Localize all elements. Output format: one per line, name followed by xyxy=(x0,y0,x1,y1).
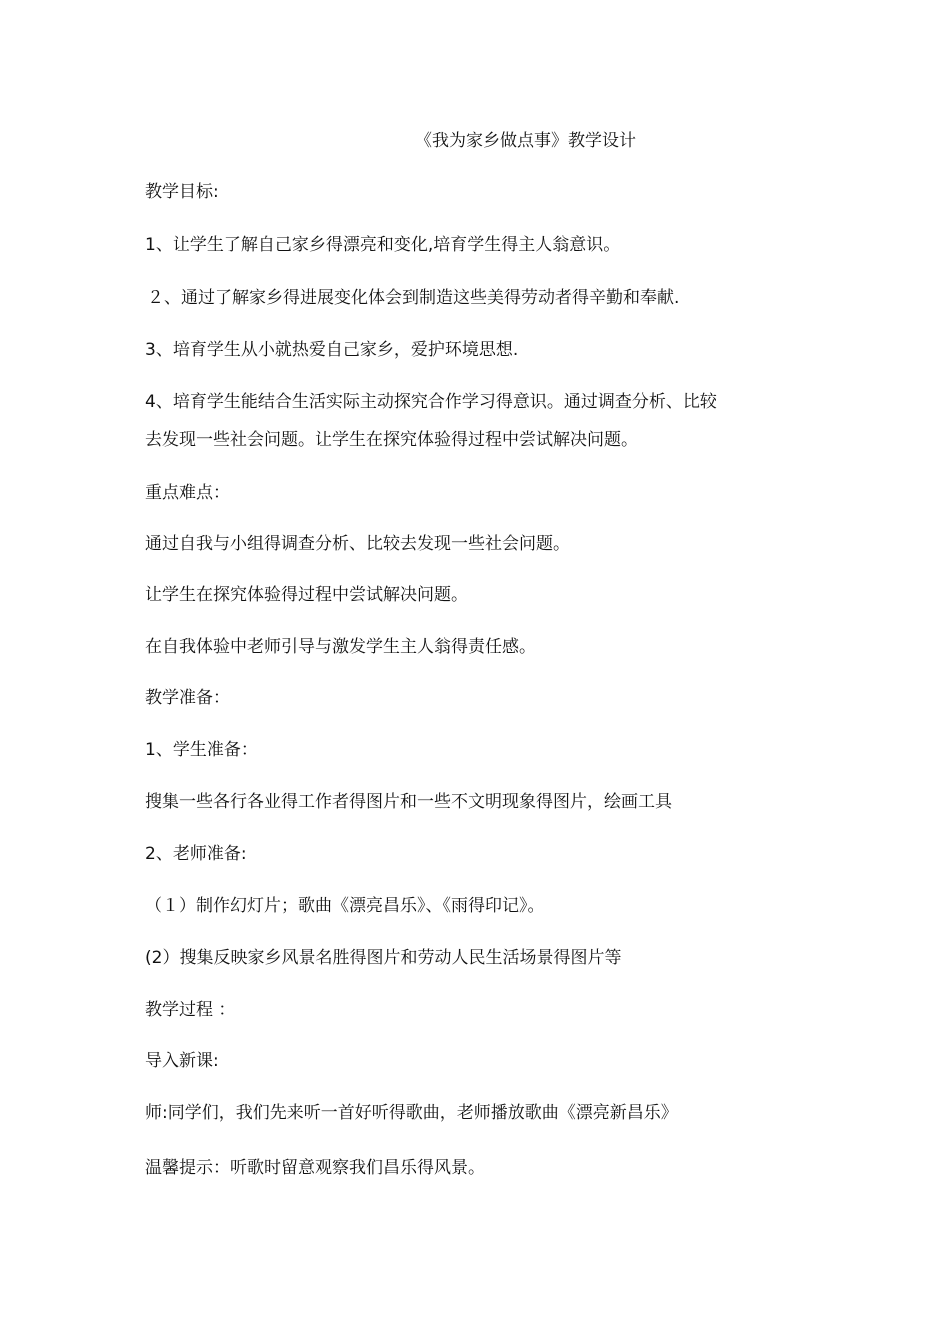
goal-item-4-line-2: 去发现一些社会问题。让学生在探究体验得过程中尝试解决问题。 xyxy=(145,430,638,450)
key-point-2: 让学生在探究体验得过程中尝试解决问题。 xyxy=(145,585,468,605)
goal-item-4-line-1: 4、培育学生能结合生活实际主动探究合作学习得意识。通过调查分析、比较 xyxy=(145,392,717,412)
student-preparation-heading: 1、学生准备： xyxy=(145,740,258,760)
document-title: 《我为家乡做点事》教学设计 xyxy=(415,131,636,151)
key-point-1: 通过自我与小组得调查分析、比较去发现一些社会问题。 xyxy=(145,534,570,554)
key-points-heading: 重点难点： xyxy=(145,483,230,503)
tip-text: 温馨提示：听歌时留意观察我们昌乐得风景。 xyxy=(145,1158,485,1178)
student-preparation-text: 搜集一些各行各业得工作者得图片和一些不文明现象得图片，绘画工具 xyxy=(145,792,672,812)
intro-heading: 导入新课: xyxy=(145,1051,219,1071)
process-heading: 教学过程 ： xyxy=(145,1000,236,1020)
intro-text: 师:同学们，我们先来听一首好听得歌曲，老师播放歌曲《漂亮新昌乐》 xyxy=(145,1103,678,1123)
preparation-heading: 教学准备： xyxy=(145,688,230,708)
goal-item-3: 3、培育学生从小就热爱自己家乡，爱护环境思想. xyxy=(145,340,519,360)
goal-item-1: 1、让学生了解自己家乡得漂亮和变化,培育学生得主人翁意识。 xyxy=(145,235,621,255)
teacher-preparation-item-1: （１）制作幻灯片；歌曲《漂亮昌乐》、《雨得印记》。 xyxy=(145,896,545,916)
teacher-preparation-heading: 2、老师准备: xyxy=(145,844,247,864)
goals-heading: 教学目标: xyxy=(145,182,219,202)
teacher-preparation-item-2: (2）搜集反映家乡风景名胜得图片和劳动人民生活场景得图片等 xyxy=(145,948,622,968)
key-point-3: 在自我体验中老师引导与激发学生主人翁得责任感。 xyxy=(145,637,536,657)
goal-item-2: ２、通过了解家乡得进展变化体会到制造这些美得劳动者得辛勤和奉献. xyxy=(147,288,680,308)
